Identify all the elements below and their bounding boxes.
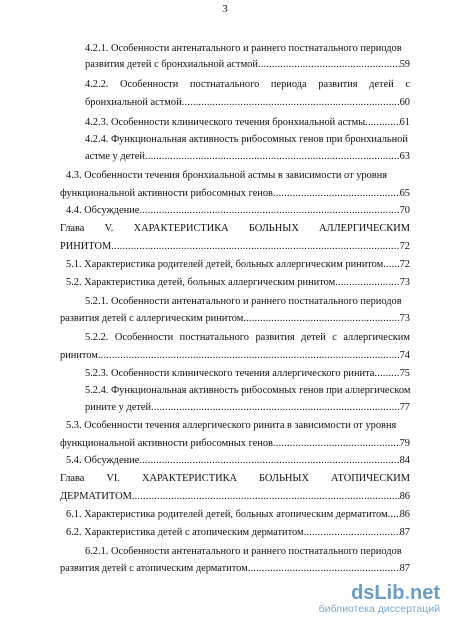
toc-entry-4-3-line1: 4.3. Особенности течения бронхиальной астмы в зависимости от уровня <box>66 170 388 181</box>
toc-page-number: 65 <box>399 188 410 199</box>
dot-leader <box>273 187 400 200</box>
toc-entry-4-2-2[interactable] <box>85 96 410 109</box>
toc-chapter-6[interactable]: ДЕРМАТИТОМ ..... 86 <box>60 490 410 503</box>
toc-entry-5-1[interactable]: 5.1. Характеристика родителей детей, больных аллергическим ринитом ..... 72 <box>66 258 410 271</box>
toc-chapter-5-line1: Глава V. ХАРАКТЕРИСТИКА БОЛЬНЫХ АЛЛЕРГИЧЕСКИМ <box>60 223 410 234</box>
toc-entry-5-2-1-line1: 5.2.1. Особенности антенатального и раннего постнатального периодов <box>85 296 402 307</box>
toc-entry-4-2-4-line1: 4.2.4. Функциональная активность рибосомных генов при бронхиальной <box>85 134 408 145</box>
dot-leader <box>273 437 400 450</box>
toc-entry-5-2-3[interactable]: 5.2.3. Особенности клинического течения аллергического ринита ..... 75 <box>85 367 410 380</box>
toc-entry-6-2-1[interactable]: развития детей с атопическим дерматитом ..... 87 <box>60 562 410 575</box>
page-number: 3 <box>222 3 228 15</box>
toc-entry-5-2-2-line1: 5.2.2. Особенности постнатального развития детей с аллергическим <box>85 332 410 343</box>
toc-page-number: 79 <box>399 438 410 449</box>
toc-page-number: 61 <box>399 117 410 128</box>
toc-chapter-5[interactable]: РИНИТОМ ..... 72 <box>60 240 410 253</box>
toc-entry-5-3[interactable]: функциональной активности рибосомных генов ..... 79 <box>60 437 410 450</box>
toc-entry-4-2-1-line2: развития детей с бронхиальной астмой <box>85 59 258 70</box>
dot-leader <box>258 58 400 71</box>
toc-page-number: 84 <box>399 455 410 466</box>
watermark <box>319 582 440 615</box>
toc-entry-5-3-line1: 5.3. Особенности течения аллергического ринита в зависимости от уровня <box>66 420 397 431</box>
dot-leader <box>383 258 399 271</box>
dot-leader <box>182 96 400 109</box>
toc-page-number: 60 <box>399 97 410 108</box>
toc-page-number: 73 <box>399 277 410 288</box>
toc-page-number: 63 <box>399 151 410 162</box>
toc-entry-6-2[interactable]: 6.2. Характеристика детей с атопическим дерматитом ..... 87 <box>66 526 410 539</box>
toc-page-number: 75 <box>399 368 410 379</box>
toc-entry-4-2-2-line1: 4.2.2. Особенности постнатального периода развития детей с <box>85 79 410 90</box>
dot-leader <box>145 150 400 163</box>
watermark-subtitle: библиотека диссертаций <box>318 603 440 615</box>
dot-leader <box>98 349 400 362</box>
toc-entry-4-2-3[interactable]: 4.2.3. Особенности клинического течения бронхиальной астмы ..... 61 <box>85 116 410 129</box>
toc-entry-4-2-1[interactable] <box>85 58 410 71</box>
toc-page-number: 72 <box>399 259 410 270</box>
toc-entry-4-3[interactable]: функциональной активности рибосомных генов ..... 65 <box>60 187 410 200</box>
toc-page-number: 87 <box>399 527 410 538</box>
toc-entry-5-2-1[interactable]: развития детей с аллергическим ринитом ..... 73 <box>60 312 410 325</box>
toc-page-number: 87 <box>399 563 410 574</box>
dot-leader <box>248 562 400 575</box>
toc-entry-5-2-2[interactable]: ринитом ..... 74 <box>60 349 410 362</box>
toc-entry-6-2-1-line1: 6.2.1. Особенности антенатального и раннего постнатального периодов <box>85 546 402 557</box>
toc-entry-5-2-4-line1: 5.2.4. Функциональная активность рибосомных генов при аллергическом <box>85 385 411 396</box>
toc-entry-4-2-2-line2: бронхиальной астмой <box>85 97 182 108</box>
toc-page-number: 72 <box>399 241 410 252</box>
toc-page-number: 70 <box>399 205 410 216</box>
dot-leader <box>374 367 399 380</box>
dot-leader <box>139 454 399 467</box>
toc-entry-4-4[interactable]: 4.4. Обсуждение ..... 70 <box>66 204 410 217</box>
toc-entry-5-2-4[interactable]: рините у детей ..... 77 <box>85 401 410 414</box>
dot-leader <box>388 508 400 521</box>
toc-entry-5-4[interactable]: 5.4. Обсуждение ..... 84 <box>66 454 410 467</box>
toc-page-number: 74 <box>399 350 410 361</box>
toc-page-number: 77 <box>399 402 410 413</box>
toc-chapter-6-line1: Глава VI. ХАРАКТЕРИСТИКА БОЛЬНЫХ АТОПИЧЕСКИМ <box>60 473 410 484</box>
toc-entry-5-2[interactable]: 5.2. Характеристика детей, больных аллергическим ринитом ..... 73 <box>66 276 410 289</box>
toc-page-number: 59 <box>399 59 410 70</box>
dot-leader <box>151 401 400 414</box>
watermark-logo: dsLib.net <box>351 582 440 604</box>
toc-page-number: 73 <box>399 313 410 324</box>
toc-entry-4-2-1-line1: 4.2.1. Особенности антенатального и раннего постнатального периодов <box>85 43 402 54</box>
dot-leader <box>132 490 400 503</box>
toc-page-number: 86 <box>399 491 410 502</box>
dot-leader <box>335 276 399 289</box>
dot-leader <box>139 204 399 217</box>
dot-leader <box>243 312 399 325</box>
toc-entry-6-1[interactable]: 6.1. Характеристика родителей детей, больных атопическим дерматитом ..... 86 <box>66 508 410 521</box>
toc-entry-4-2-4[interactable]: астме у детей ..... 63 <box>85 150 410 163</box>
dot-leader <box>111 240 399 253</box>
dot-leader <box>365 116 399 129</box>
dot-leader <box>304 526 400 539</box>
toc-page-number: 86 <box>399 509 410 520</box>
